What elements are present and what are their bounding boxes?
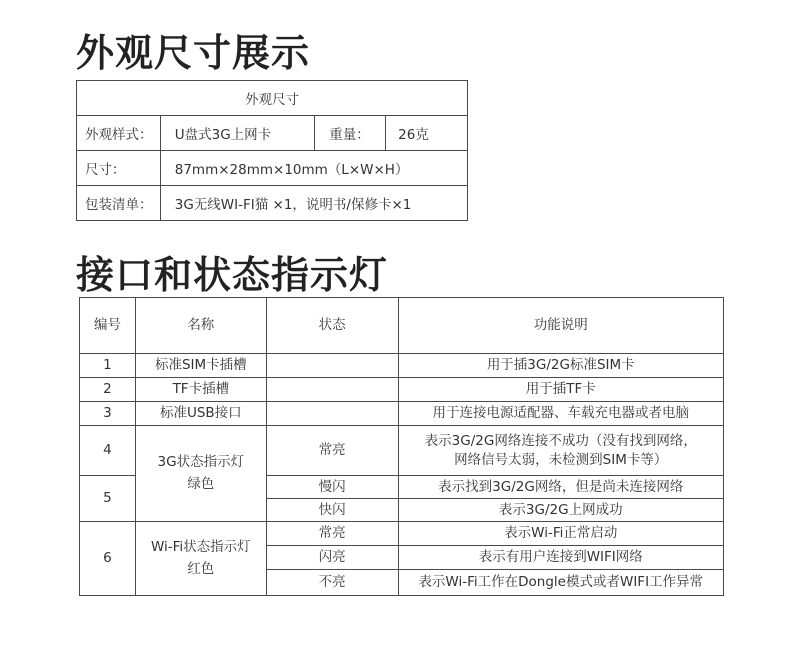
style-label: 外观样式： [77,116,161,151]
led-wifi-name: Wi-Fi状态指示灯 [150,539,251,555]
led-3g-color: 绿色 [187,476,215,492]
size-table [76,80,468,221]
header-function: 功能说明 [398,298,724,354]
table-row [80,426,724,476]
row-num: 5 [80,476,136,522]
style-value: U盘式3G上网卡 [160,116,315,151]
table-row [80,378,724,402]
row-num: 3 [80,402,136,426]
row-num: 2 [80,378,136,402]
row-function: 用于连接电源适配器、车载充电器或者电脑 [398,402,724,426]
row-status [266,402,398,426]
row-function: 表示有用户连接到WIFI网络 [398,546,724,570]
size-value: 87mm×28mm×10mm（L×W×H） [160,151,467,186]
row-status: 常亮 [266,522,398,546]
row-name: 标准SIM卡插槽 [135,354,266,378]
row-function: 用于插3G/2G标准SIM卡 [398,354,724,378]
row-status: 闪亮 [266,546,398,570]
row-function: 表示Wi-Fi正常启动 [398,522,724,546]
table-row [80,522,724,546]
row-function: 表示找到3G/2G网络，但是尚未连接网络 [398,476,724,499]
row-status: 快闪 [266,499,398,522]
table-row [80,402,724,426]
row-status: 不亮 [266,570,398,596]
row-name: TF卡插槽 [135,378,266,402]
section-title-appearance: 外观尺寸展示 [76,31,311,75]
size-label: 尺寸： [77,151,161,186]
row-function: 用于插TF卡 [398,378,724,402]
row-status [266,354,398,378]
led-3g-name: 3G状态指示灯 [157,454,245,470]
header-num: 编号 [80,298,136,354]
header-status: 状态 [266,298,398,354]
led-wifi-name-cell [135,522,266,596]
size-table-caption: 外观尺寸 [77,81,468,116]
row-num: 1 [80,354,136,378]
header-name: 名称 [135,298,266,354]
table-row [80,354,724,378]
led-wifi-color: 红色 [187,561,215,577]
row-function: 表示3G/2G上网成功 [398,499,724,522]
function-line: 表示3G/2G网络连接不成功（没有找到网络， [424,432,697,449]
package-label: 包装清单： [77,186,161,221]
row-function: 表示Wi-Fi工作在Dongle模式或者WIFI工作异常 [398,570,724,596]
row-function [398,426,724,476]
row-status [266,378,398,402]
row-status: 慢闪 [266,476,398,499]
row-num: 6 [80,522,136,596]
row-name: 标准USB接口 [135,402,266,426]
led-3g-name-cell [135,426,266,522]
status-table [79,297,724,596]
weight-value: 26克 [386,116,468,151]
weight-label: 重量： [315,116,386,151]
package-value: 3G无线WI-FI猫 ×1，说明书/保修卡×1 [160,186,467,221]
row-num: 4 [80,426,136,476]
row-status: 常亮 [266,426,398,476]
section-title-interfaces: 接口和状态指示灯 [76,253,389,297]
function-line: 网络信号太弱，未检测到SIM卡等） [454,451,668,468]
